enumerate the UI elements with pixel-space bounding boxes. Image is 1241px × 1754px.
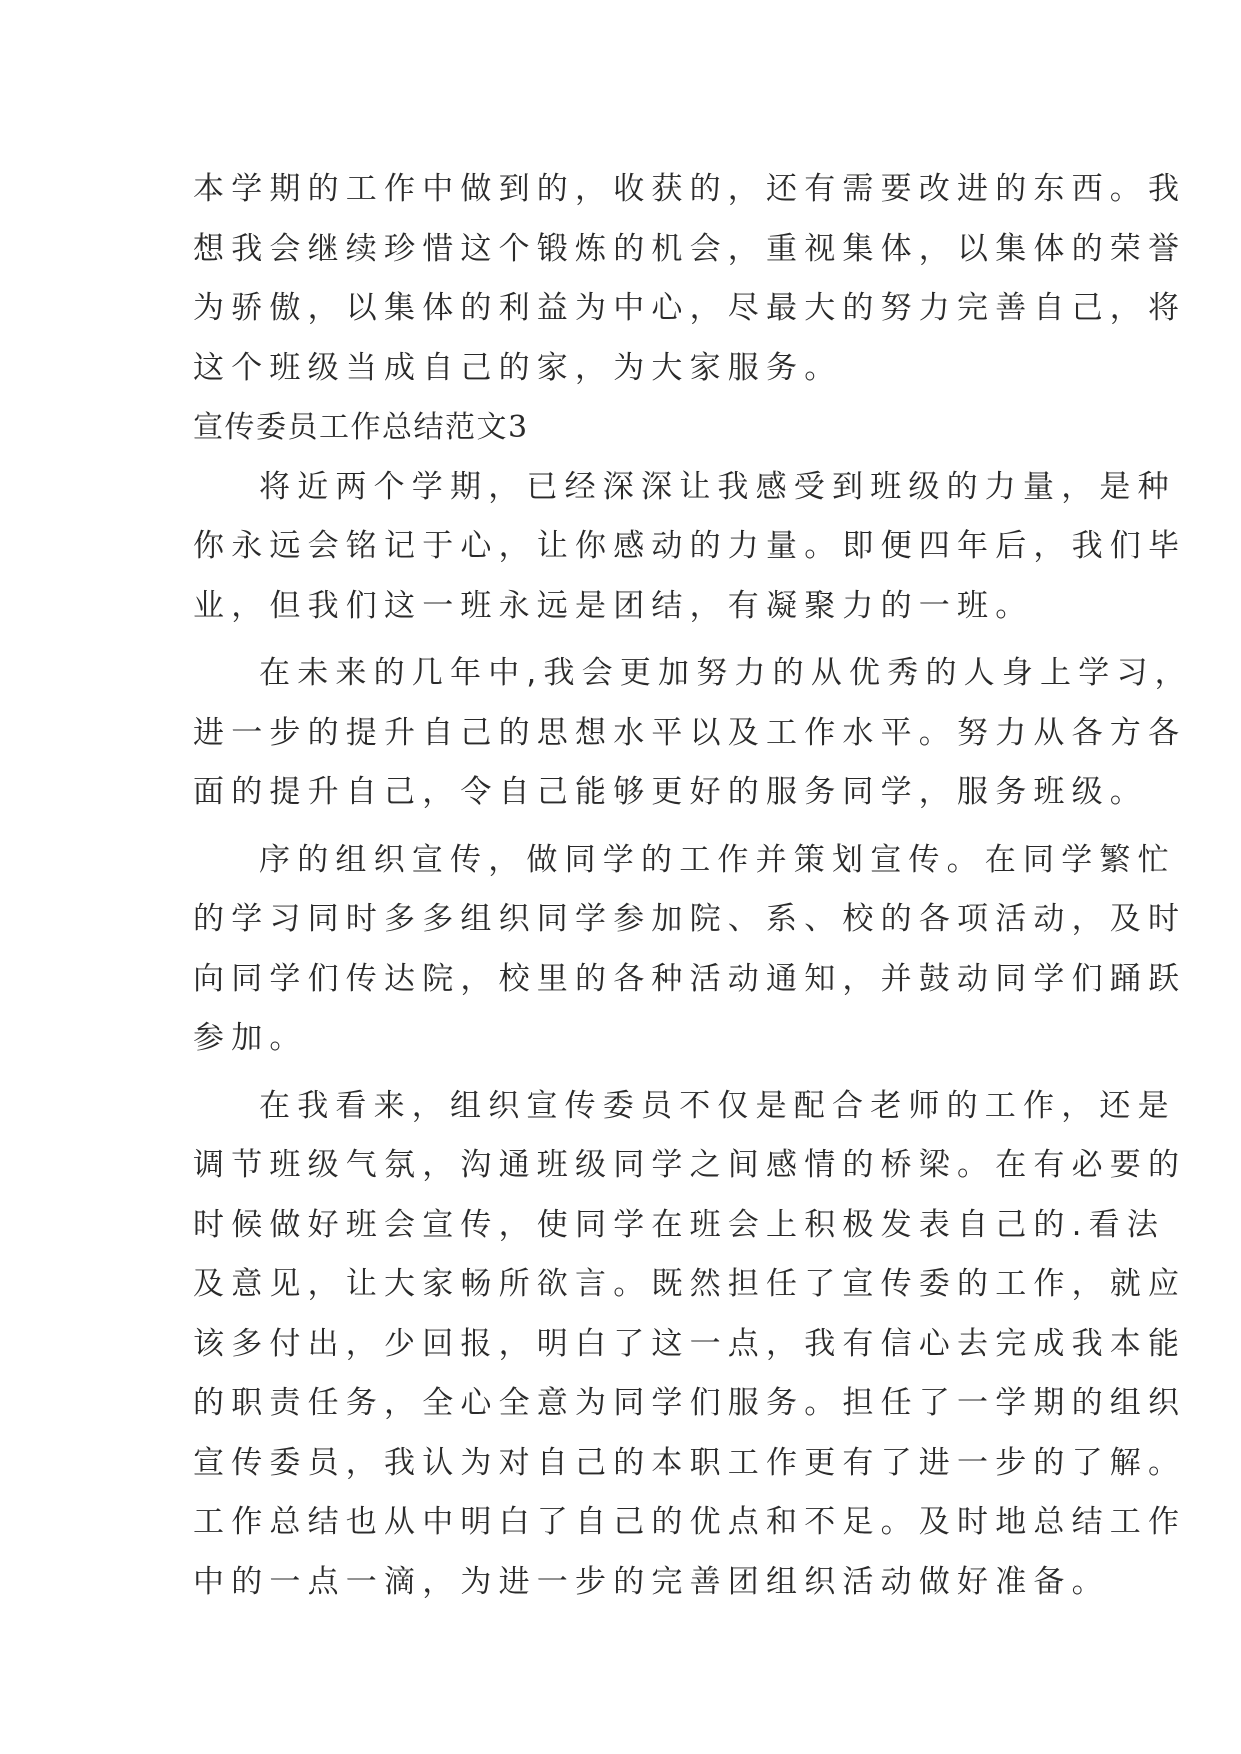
text-line: 时候做好班会宣传，使同学在班会上积极发表自己的.看法 <box>193 1206 1166 1243</box>
paragraph-gap <box>193 1069 1073 1077</box>
text-line: 在我看来，组织宣传委员不仅是配合老师的工作，还是 <box>259 1087 1176 1124</box>
text-line: 业，但我们这一班永远是团结，有凝聚力的一班。 <box>193 587 1034 624</box>
text-line: 面的提升自己，令自己能够更好的服务同学，服务班级。 <box>193 774 1148 810</box>
paragraph-gap <box>193 636 1073 644</box>
paragraph-gap <box>193 823 1073 831</box>
text-line: 中的一点一滴，为进一步的完善团组织活动做好准备。 <box>193 1563 1110 1600</box>
section-heading: 宣传委员工作总结范文3 <box>193 410 529 445</box>
text-line: 该多付出，少回报，明白了这一点，我有信心去完成我本能 <box>193 1325 1187 1362</box>
text-line: 这个班级当成自己的家，为大家服务。 <box>193 349 843 386</box>
text-line: 的学习同时多多组织同学参加院、系、校的各项活动，及时 <box>193 901 1187 937</box>
text-line: 序的组织宣传，做同学的工作并策划宣传。在同学繁忙 <box>259 841 1176 878</box>
text-line: 在未来的几年中,我会更加努力的从优秀的人身上学习， <box>259 655 1193 691</box>
text-line: 想我会继续珍惜这个锻炼的机会，重视集体，以集体的荣誉 <box>193 230 1187 267</box>
text-line: 工作总结也从中明白了自己的优点和不足。及时地总结工作 <box>193 1504 1187 1540</box>
text-line: 及意见，让大家畅所欲言。既然担任了宣传委的工作，就应 <box>193 1266 1187 1302</box>
text-line: 宣传委员，我认为对自己的本职工作更有了进一步的了解。 <box>193 1444 1187 1481</box>
text-line: 调节班级气氛，沟通班级同学之间感情的桥梁。在有必要的 <box>193 1147 1187 1183</box>
text-line: 本学期的工作中做到的，收获的，还有需要改进的东西。我 <box>193 171 1187 207</box>
text-line: 的职责任务，全心全意为同学们服务。担任了一学期的组织 <box>193 1385 1187 1421</box>
text-line: 你永远会铭记于心，让你感动的力量。即便四年后，我们毕 <box>193 528 1187 564</box>
text-line: 为骄傲，以集体的利益为中心，尽最大的努力完善自己，将 <box>193 290 1187 326</box>
document-body <box>193 160 1193 1612</box>
text-line: 进一步的提升自己的思想水平以及工作水平。努力从各方各 <box>193 714 1187 751</box>
text-line: 向同学们传达院，校里的各种活动通知，并鼓动同学们踊跃 <box>193 960 1187 997</box>
text-line: 将近两个学期，已经深深让我感受到班级的力量，是种 <box>259 468 1176 505</box>
text-line: 参加。 <box>193 1020 308 1056</box>
